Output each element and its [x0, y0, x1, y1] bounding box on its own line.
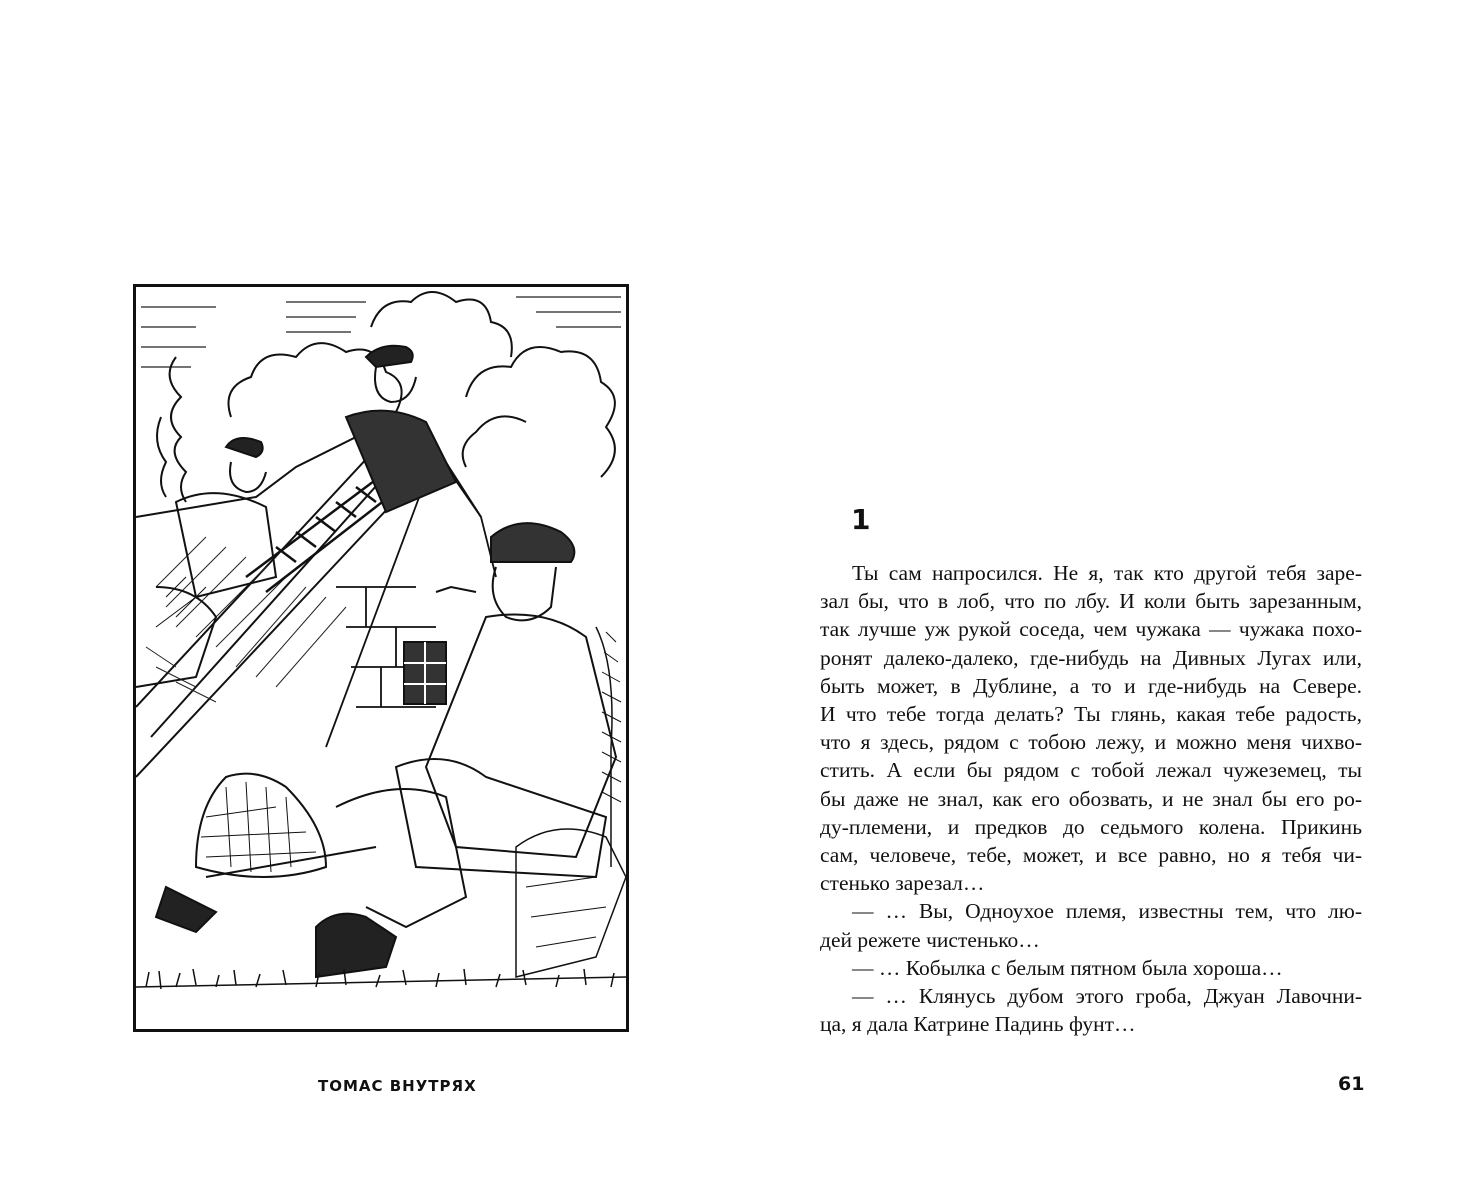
- text-line: ронят далеко-далеко, где-нибудь на Дивных Лугах или,: [820, 645, 1362, 670]
- chapter-body-text: [820, 559, 1362, 1038]
- text-line: зал бы, что в лоб, что по лбу. И коли быть зарезанным,: [820, 589, 1362, 614]
- running-head: ТОМАС ВНУТРЯХ: [318, 1077, 477, 1095]
- text-line: ца, я дала Катрине Падинь фунт…: [820, 1012, 1136, 1037]
- text-line: быть может, в Дублине, а то и где-нибудь на Севере.: [820, 673, 1362, 698]
- text-line: — … Вы, Одноухое племя, известны тем, что лю-: [852, 899, 1362, 924]
- text-line: сам, человече, тебе, может, и все равно, но я тебя чи-: [820, 843, 1362, 868]
- left-page: [0, 0, 738, 1182]
- text-line: стить. А если бы рядом с тобой лежал чужеземец, ты: [820, 758, 1362, 783]
- text-line: — … Кобылка с белым пятном была хороша…: [852, 955, 1283, 980]
- page-number: 61: [1338, 1073, 1365, 1095]
- text-line: стенько зарезал…: [820, 871, 985, 896]
- text-line: — … Клянусь дубом этого гроба, Джуан Лавочни-: [852, 984, 1362, 1009]
- illustration: [133, 284, 629, 1032]
- text-line: Ты сам напросился. Не я, так кто другой тебя заре-: [852, 561, 1362, 585]
- chapter-number: 1: [851, 503, 871, 536]
- text-line: бы даже не знал, как его обозвать, и не знал бы его ро-: [820, 786, 1362, 811]
- pen-and-ink-illustration-icon: [136, 287, 626, 1029]
- text-line: что я здесь, рядом с тобою лежу, и можно меня чихво-: [820, 730, 1362, 755]
- text-line: так лучше уж рукой соседа, чем чужака — чужака похо-: [820, 617, 1362, 642]
- text-line: ду-племени, и предков до седьмого колена. Прикинь: [820, 814, 1362, 839]
- text-line: дей режете чистенько…: [820, 927, 1040, 952]
- text-line: И что тебе тогда делать? Ты глянь, какая тебе радость,: [820, 702, 1362, 727]
